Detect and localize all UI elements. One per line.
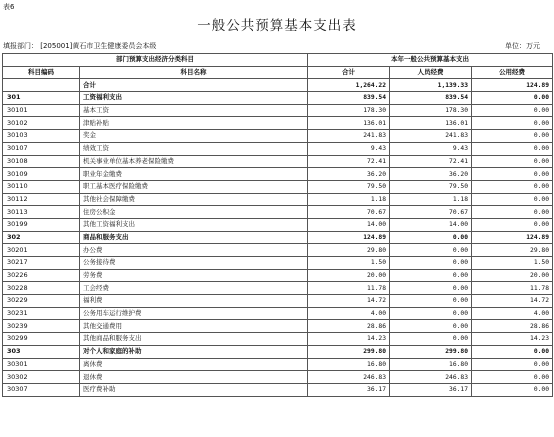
cell-personnel: 0.00 [390,282,472,295]
cell-code: 30107 [3,142,80,155]
cell-public: 28.86 [472,320,553,333]
cell-code: 30101 [3,104,80,117]
header-column-row [3,66,553,79]
cell-code: 301 [3,92,80,105]
table-row [3,180,553,193]
table-row [3,345,553,358]
cell-name: 工会经费 [80,282,308,295]
cell-personnel: 0.00 [390,307,472,320]
cell-code: 30201 [3,244,80,257]
table-row [3,130,553,143]
cell-name: 职业年金缴费 [80,168,308,181]
table-row [3,282,553,295]
cell-public: 0.00 [472,358,553,371]
budget-table [2,53,553,397]
cell-total: 9.43 [308,142,390,155]
cell-total: 36.20 [308,168,390,181]
cell-total: 36.17 [308,383,390,396]
cell-name: 津贴补贴 [80,117,308,130]
cell-public: 124.89 [472,79,553,92]
cell-personnel: 178.30 [390,104,472,117]
cell-public: 20.00 [472,269,553,282]
cell-total: 839.54 [308,92,390,105]
cell-code: 30112 [3,193,80,206]
cell-code: 30307 [3,383,80,396]
cell-public: 0.00 [472,92,553,105]
cell-public: 0.00 [472,193,553,206]
cell-code: 30301 [3,358,80,371]
cell-personnel: 36.17 [390,383,472,396]
cell-total: 241.83 [308,130,390,143]
cell-total: 124.89 [308,231,390,244]
table-row [3,155,553,168]
cell-public: 0.00 [472,206,553,219]
cell-public: 11.78 [472,282,553,295]
table-row [3,244,553,257]
cell-code: 302 [3,231,80,244]
page-title: 一般公共预算基本支出表 [197,18,357,34]
cell-personnel: 0.00 [390,257,472,270]
cell-personnel: 14.00 [390,218,472,231]
cell-name: 退休费 [80,371,308,384]
cell-personnel: 136.01 [390,117,472,130]
table-row [3,104,553,117]
cell-personnel: 1,139.33 [390,79,472,92]
cell-personnel: 9.43 [390,142,472,155]
table-row [3,79,553,92]
cell-public: 0.00 [472,155,553,168]
header-name: 科目名称 [80,66,308,79]
cell-personnel: 72.41 [390,155,472,168]
table-row [3,257,553,270]
cell-name: 其他交通费用 [80,320,308,333]
cell-public: 4.00 [472,307,553,320]
cell-name: 职工基本医疗保险缴费 [80,180,308,193]
cell-public: 0.00 [472,383,553,396]
cell-total: 136.01 [308,117,390,130]
cell-total: 1.18 [308,193,390,206]
table-row [3,383,553,396]
header-basic-expenditure: 本年一般公共预算基本支出 [308,54,553,67]
cell-name: 奖金 [80,130,308,143]
header-public: 公用经费 [472,66,553,79]
cell-total: 79.50 [308,180,390,193]
cell-code: 30226 [3,269,80,282]
cell-total: 11.78 [308,282,390,295]
cell-name: 办公费 [80,244,308,257]
cell-code: 30231 [3,307,80,320]
table-row [3,371,553,384]
cell-code: 303 [3,345,80,358]
cell-name: 其他工资福利支出 [80,218,308,231]
cell-code: 30217 [3,257,80,270]
cell-public: 0.00 [472,345,553,358]
reporting-department: 填报部门： [205001]黄石市卫生健康委员会本级 [3,42,157,50]
table-row [3,218,553,231]
header-code: 科目编码 [3,66,80,79]
cell-code: 30239 [3,320,80,333]
table-row [3,358,553,371]
table-row [3,320,553,333]
cell-name: 公务接待费 [80,257,308,270]
cell-public: 14.72 [472,295,553,308]
cell-public: 0.00 [472,371,553,384]
cell-code: 30102 [3,117,80,130]
cell-code: 30228 [3,282,80,295]
cell-personnel: 36.20 [390,168,472,181]
cell-code: 30113 [3,206,80,219]
cell-total: 70.67 [308,206,390,219]
cell-total: 299.80 [308,345,390,358]
cell-total: 14.72 [308,295,390,308]
cell-name: 合计 [80,79,308,92]
cell-personnel: 0.00 [390,333,472,346]
cell-code: 30302 [3,371,80,384]
cell-personnel: 839.54 [390,92,472,105]
table-row [3,142,553,155]
cell-name: 公务用车运行维护费 [80,307,308,320]
cell-public: 0.00 [472,104,553,117]
cell-public: 124.89 [472,231,553,244]
cell-personnel: 246.83 [390,371,472,384]
cell-personnel: 79.50 [390,180,472,193]
cell-name: 其他社会保障缴费 [80,193,308,206]
cell-name: 劳务费 [80,269,308,282]
cell-code: 30229 [3,295,80,308]
cell-personnel: 0.00 [390,269,472,282]
table-row [3,307,553,320]
cell-code: 30299 [3,333,80,346]
cell-personnel: 299.80 [390,345,472,358]
cell-name: 机关事业单位基本养老保险缴费 [80,155,308,168]
table-row [3,193,553,206]
cell-total: 246.83 [308,371,390,384]
cell-code [3,79,80,92]
cell-total: 178.30 [308,104,390,117]
cell-name: 医疗费补助 [80,383,308,396]
cell-personnel: 0.00 [390,244,472,257]
cell-personnel: 16.80 [390,358,472,371]
cell-public: 14.23 [472,333,553,346]
cell-total: 28.86 [308,320,390,333]
cell-name: 对个人和家庭的补助 [80,345,308,358]
cell-total: 14.00 [308,218,390,231]
cell-personnel: 1.18 [390,193,472,206]
cell-code: 30109 [3,168,80,181]
cell-total: 29.80 [308,244,390,257]
cell-name: 绩效工资 [80,142,308,155]
cell-personnel: 0.00 [390,295,472,308]
table-row [3,168,553,181]
cell-public: 0.00 [472,218,553,231]
cell-public: 29.80 [472,244,553,257]
cell-name: 基本工资 [80,104,308,117]
table-row [3,92,553,105]
table-row [3,231,553,244]
cell-personnel: 0.00 [390,231,472,244]
header-group-row [3,54,553,67]
cell-name: 其他商品和服务支出 [80,333,308,346]
cell-total: 16.80 [308,358,390,371]
cell-code: 30110 [3,180,80,193]
cell-name: 住房公积金 [80,206,308,219]
header-total: 合计 [308,66,390,79]
cell-name: 福利费 [80,295,308,308]
cell-name: 离休费 [80,358,308,371]
cell-personnel: 0.00 [390,320,472,333]
cell-public: 0.00 [472,180,553,193]
cell-total: 14.23 [308,333,390,346]
cell-total: 4.00 [308,307,390,320]
cell-name: 商品和服务支出 [80,231,308,244]
cell-total: 20.00 [308,269,390,282]
unit-label: 单位：万元 [505,42,540,50]
cell-total: 1,264.22 [308,79,390,92]
table-row [3,295,553,308]
cell-public: 0.00 [472,130,553,143]
table-number: 表6 [3,3,15,11]
table-row [3,206,553,219]
cell-public: 0.00 [472,117,553,130]
cell-personnel: 241.83 [390,130,472,143]
cell-code: 30103 [3,130,80,143]
cell-code: 30108 [3,155,80,168]
header-personnel: 人员经费 [390,66,472,79]
cell-public: 0.00 [472,142,553,155]
cell-name: 工资福利支出 [80,92,308,105]
table-row [3,333,553,346]
table-row [3,117,553,130]
cell-public: 1.50 [472,257,553,270]
cell-total: 1.50 [308,257,390,270]
cell-public: 0.00 [472,168,553,181]
cell-total: 72.41 [308,155,390,168]
table-row [3,269,553,282]
cell-code: 30199 [3,218,80,231]
table-body [3,79,553,396]
cell-personnel: 70.67 [390,206,472,219]
header-economic-class: 部门预算支出经济分类科目 [3,54,308,67]
